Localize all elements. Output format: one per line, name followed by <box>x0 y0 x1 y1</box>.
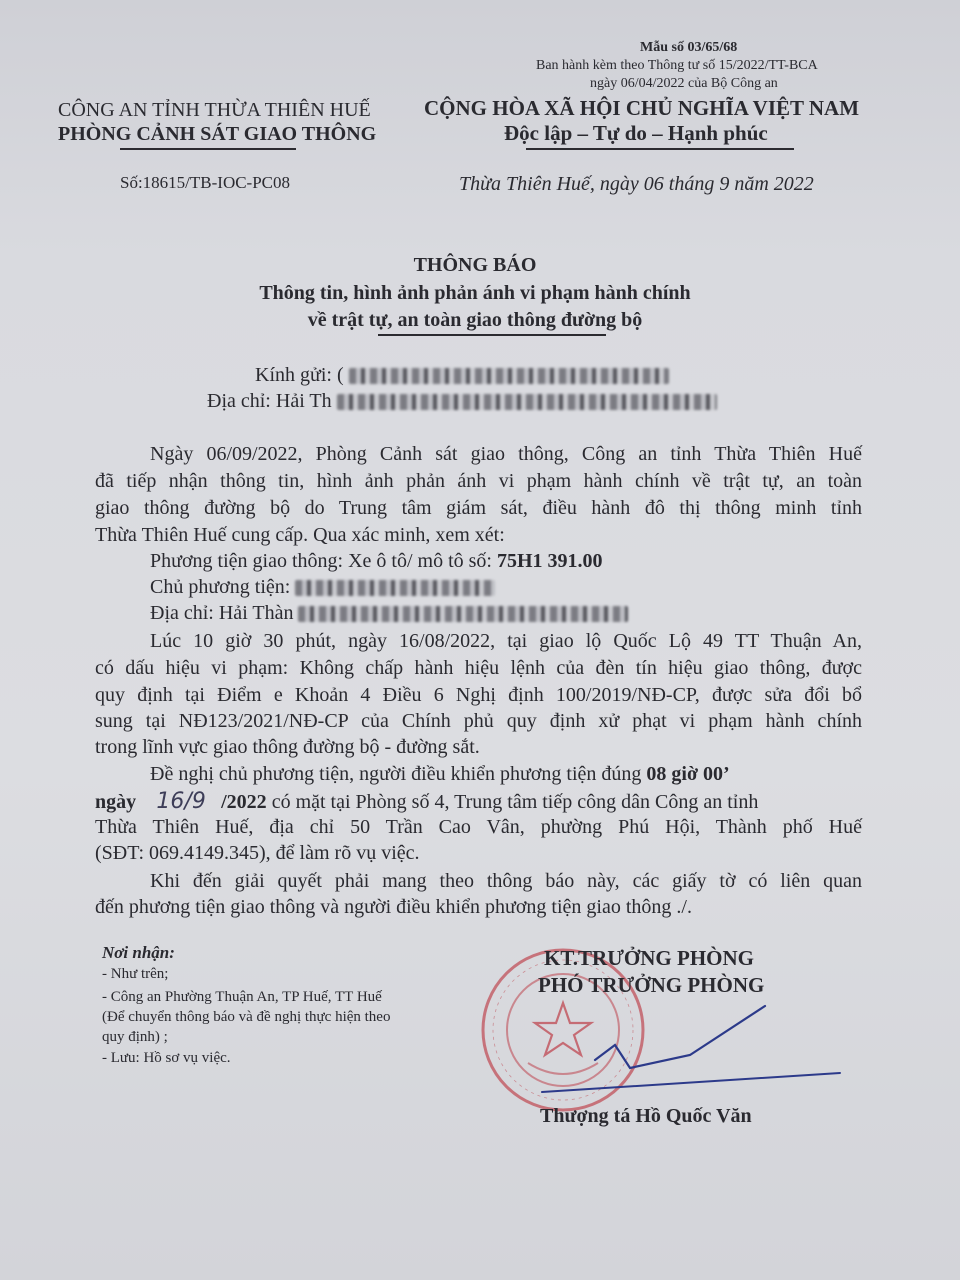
handwritten-day: 16/9 <box>156 789 206 814</box>
signature-title-2: PHÓ TRƯỞNG PHÒNG <box>538 973 765 997</box>
body-p3-start: Đề nghị chủ phương tiện, người điều khiển phương tiện đúng <box>150 763 647 785</box>
redacted-owner-name <box>295 580 495 596</box>
document-subtitle-2: về trật tự, an toàn giao thông đường bộ <box>307 309 643 331</box>
agency-name: CÔNG AN TỈNH THỪA THIÊN HUẾ <box>58 99 371 121</box>
body-p3-line4: (SĐT: 069.4149.345), để làm rõ vụ việc. <box>95 842 420 864</box>
recipient-address-line <box>207 388 717 415</box>
body-p1-line1: Ngày 06/09/2022, Phòng Cảnh sát giao thông, Công an tỉnh Thừa Thiên Huế <box>150 443 862 465</box>
recipient-visible: ( <box>336 364 344 386</box>
recipients-item-2-note-1: (Để chuyển thông báo và đề nghị thực hiện theo <box>102 1009 391 1025</box>
signature-title-1: KT.TRƯỞNG PHÒNG <box>544 946 754 970</box>
recipient-address-visible: Hải Th <box>275 390 332 412</box>
redacted-recipient-address <box>337 394 717 410</box>
department-name: PHÒNG CẢNH SÁT GIAO THÔNG <box>58 123 377 145</box>
owner-label: Chủ phương tiện: <box>150 576 296 598</box>
form-issued-line1: Ban hành kèm theo Thông tư số 15/2022/TT-BCA <box>536 58 818 73</box>
place-date: Thừa Thiên Huế, ngày 06 tháng 9 năm 2022 <box>459 173 814 195</box>
document-subtitle-1: Thông tin, hình ảnh phản ánh vi phạm hành chính <box>259 282 691 304</box>
document-number: Số:18615/TB-IOC-PC08 <box>120 173 291 192</box>
redacted-recipient-name <box>349 368 669 384</box>
recipient-label: Kính gửi: <box>255 364 337 386</box>
body-p1-line2: đã tiếp nhận thông tin, hình ảnh phản ánh vi phạm hành chính về trật tự, an toàn <box>95 470 862 492</box>
department-underline <box>120 148 296 150</box>
body-p2-line2: có dấu hiệu vi phạm: Không chấp hành hiệu lệnh của đèn tín hiệu giao thông, được <box>95 657 862 679</box>
body-p4-line2: đến phương tiện giao thông và người điều khiển phương tiện giao thông ./. <box>95 896 692 918</box>
body-p1-line3: giao thông đường bộ do Trung tâm giám sát, điều hành đô thị thông minh tỉnh <box>95 497 862 519</box>
redacted-owner-address <box>298 606 628 622</box>
vehicle-plate: 75H1 391.00 <box>496 550 603 572</box>
form-code: Mẫu số 03/65/68 <box>640 40 738 55</box>
vehicle-line <box>150 548 603 575</box>
recipients-item-3: - Lưu: Hồ sơ vụ việc. <box>102 1050 231 1066</box>
body-p2-line1: Lúc 10 giờ 30 phút, ngày 16/08/2022, tại giao lộ Quốc Lộ 49 TT Thuận An, <box>150 630 862 652</box>
signer-name: Thượng tá Hồ Quốc Văn <box>540 1105 752 1127</box>
body-p3-line2 <box>95 788 758 816</box>
body-p3-year: /2022 <box>221 791 267 813</box>
body-p2-line4: sung tại NĐ123/2021/NĐ-CP của Chính phủ quy định xử phạt vi phạm hành chính <box>95 710 862 732</box>
recipients-item-2: - Công an Phường Thuận An, TP Huế, TT Huế <box>102 989 382 1005</box>
body-p3-rest: có mặt tại Phòng số 4, Trung tâm tiếp công dân Công an tỉnh <box>266 791 759 813</box>
national-motto: Độc lập – Tự do – Hạnh phúc <box>504 121 768 145</box>
document-title: THÔNG BÁO <box>413 254 537 276</box>
body-p3-line3: Thừa Thiên Huế, địa chỉ 50 Trần Cao Vân, phường Phú Hội, Thành phố Huế <box>95 816 862 838</box>
body-p1-line4: Thừa Thiên Huế cung cấp. Qua xác minh, xem xét: <box>95 524 505 546</box>
recipient-address-label: Địa chỉ: <box>207 390 276 412</box>
body-p4-line1: Khi đến giải quyết phải mang theo thông báo này, các giấy tờ có liên quan <box>150 870 862 892</box>
recipient-line <box>255 362 669 389</box>
body-p2-line3: quy định tại Điểm e Khoản 4 Điều 6 Nghị định 100/2019/NĐ-CP, được sửa đổi bổ <box>95 684 862 706</box>
owner-address-label: Địa chỉ: Hải Thàn <box>150 602 294 624</box>
owner-line <box>150 574 495 601</box>
vehicle-label: Phương tiện giao thông: Xe ô tô/ mô tô số: <box>150 550 497 572</box>
body-p3-line1 <box>150 761 730 788</box>
recipients-title: Nơi nhận: <box>102 943 175 962</box>
form-issued-line2: ngày 06/04/2022 của Bộ Công an <box>590 76 778 91</box>
body-p2-line5: trong lĩnh vực giao thông đường bộ - đường sắt. <box>95 736 480 758</box>
handwritten-signature <box>520 1000 860 1110</box>
body-p3-day-label: ngày <box>95 791 137 813</box>
owner-address-line <box>150 600 628 627</box>
motto-underline <box>526 148 794 150</box>
body-p3-time: 08 giờ 00’ <box>646 763 730 785</box>
subtitle-underline <box>378 334 606 336</box>
recipients-item-1: - Như trên; <box>102 966 169 982</box>
national-title: CỘNG HÒA XÃ HỘI CHỦ NGHĨA VIỆT NAM <box>424 96 860 120</box>
recipients-item-2-note-2: quy định) ; <box>102 1029 168 1045</box>
